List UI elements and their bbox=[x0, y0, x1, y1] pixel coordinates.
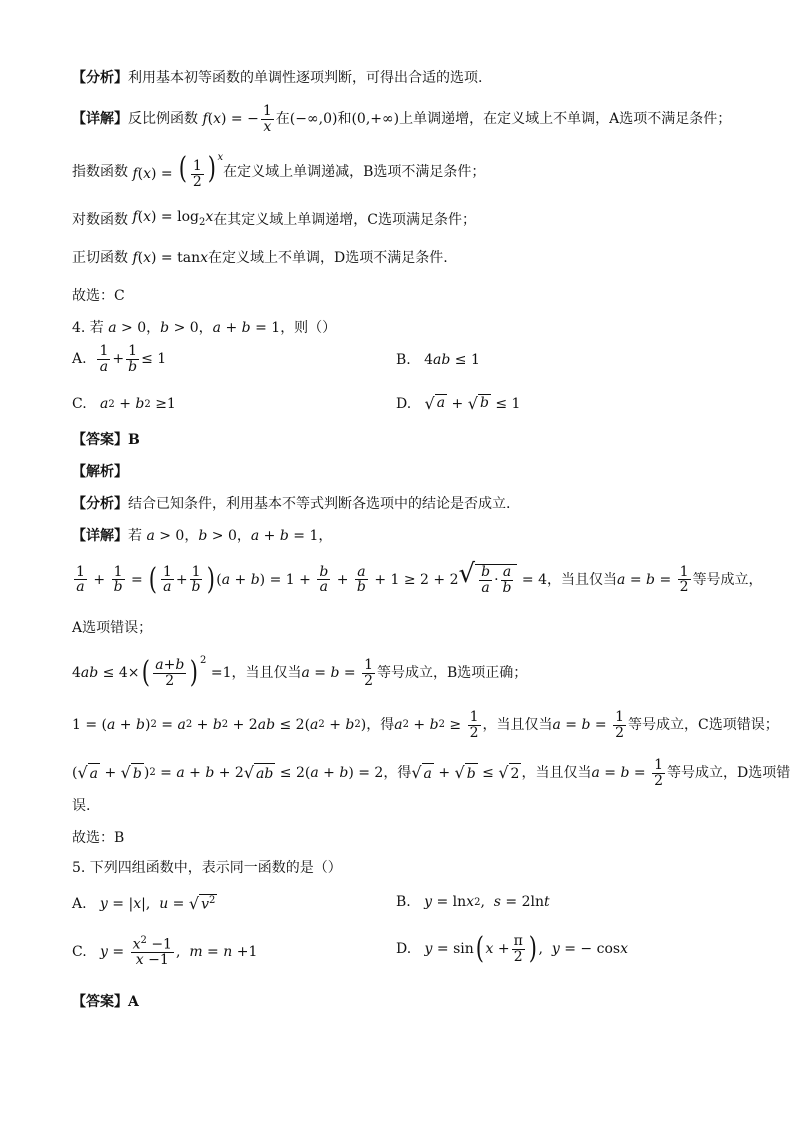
analysis-4: 【分析】 结合已知条件，利用基本不等式判断各选项中的结论是否成立. bbox=[72, 496, 511, 512]
detail-line-prev bbox=[72, 104, 754, 134]
q4-stem-d: ，则（） bbox=[280, 320, 337, 336]
detail-text-b: 在 bbox=[275, 111, 290, 128]
log-line bbox=[72, 207, 754, 233]
q4-option-d[interactable]: D. √ a + √ b ≤ 1 bbox=[396, 394, 521, 413]
formula-exponential: f(x) = ( $\frac{1}{2}$ ) $^x$ bbox=[128, 151, 224, 190]
equation-1: $\frac{1}{a}$ + $\frac{1}{b}$ = ( $\frac{1}{a}$ + $\frac{1}{b}$ ) ( a + b ) = 1 + $\frac{b}{a}$ + $\frac{a}{b}$ + 1 ≥ 2 + 2 √ $\frac{b}{a}$ · $\frac{a}{b}$ = 4 ，当且仅当 a = b = $\frac{1}{2}$ 等号成立， bbox=[76, 559, 763, 597]
q4-option-c[interactable]: C. a 2 + b 2 ≥1 bbox=[72, 396, 176, 412]
q5-option-d[interactable]: D. y = sin ( x + $\frac{\pi}{2}$ ) , y = − cos x bbox=[396, 931, 628, 967]
a-wrong-line: A选项错误； bbox=[72, 620, 153, 636]
interval-pos: (0,+∞) bbox=[351, 111, 400, 128]
tan-text-b: 在定义域上不单调，D选项不满足条件. bbox=[208, 250, 448, 266]
formula-tan: f(x) = tanx bbox=[128, 250, 209, 266]
answer-4: 【答案】B bbox=[72, 432, 140, 448]
q4-stem-b: ， bbox=[146, 320, 161, 336]
detail-text-d: 上单调递增，在定义域上不单调，A选项不满足条件； bbox=[399, 111, 732, 128]
tan-text-a: 正切函数 bbox=[72, 250, 128, 266]
q5-option-c[interactable]: C. y = $\frac{x^2 -1}{x -1}$ , m = n +1 bbox=[72, 935, 258, 969]
answer-5: 【答案】A bbox=[72, 994, 139, 1010]
exponential-text-b: 在定义域上单调递减，B选项不满足条件； bbox=[223, 163, 486, 180]
exponential-text-a: 指数函数 bbox=[72, 163, 128, 180]
detail-tag: 【详解】 bbox=[72, 111, 128, 128]
choose-line-prev: 故选：C bbox=[72, 288, 125, 304]
equation-2: 4 ab ≤ 4× ( $\frac{a+b}{2}$ ) 2 =1 ，当且仅当 a = b = $\frac{1}{2}$ 等号成立，B选项正确； bbox=[72, 655, 528, 691]
detail-text-c: 和 bbox=[337, 111, 352, 128]
wu-line: 误. bbox=[72, 798, 91, 814]
log-text-a: 对数函数 bbox=[72, 211, 128, 228]
q4-stem-c: ， bbox=[198, 320, 213, 336]
q5-option-b[interactable]: B. y = ln x 2 , s = 2ln t bbox=[396, 894, 550, 910]
interval-neg: (−∞,0) bbox=[289, 111, 338, 128]
analysis-tag: 【分析】 bbox=[72, 70, 128, 86]
solution-4: 【解析】 bbox=[72, 464, 128, 480]
detail-4: 【详解】 若 a > 0 ， b > 0 ， a + b = 1 ， bbox=[72, 528, 333, 544]
question-5: 5. 下列四组函数中，表示同一函数的是（） bbox=[72, 860, 342, 876]
log-text-b: 在其定义域上单调递增，C选项满足条件； bbox=[213, 211, 476, 228]
q5-option-a[interactable]: A. y = | x |, u = √ $v^2$ bbox=[72, 894, 216, 913]
exponential-line bbox=[72, 151, 754, 190]
q4-stem-a: 4. 若 bbox=[72, 320, 104, 336]
question-4: 4. 若 a > 0 ， b > 0 ， a + b = 1 ，则（） bbox=[72, 320, 337, 336]
analysis-text: 利用基本初等函数的单调性逐项判断，可得出合适的选项. bbox=[128, 70, 483, 86]
formula-log: $f(x) = \log_2x$ bbox=[128, 209, 214, 228]
tan-line bbox=[72, 248, 754, 268]
equation-4: ( √ a + √ b ) 2 = a + b + 2 √ ab ≤ 2( a + b ) = 2 ，得 √ a + √ b ≤ √ 2 ，当且仅当 a = b = $\frac{1}{2}$ 等号成立，D选项错 bbox=[72, 757, 791, 789]
equation-3: 1 = ( a + b ) 2 = a 2 + b 2 + 2 ab ≤ 2( a 2 + b 2 ) ，得 a 2 + b 2 ≥ $\frac{1}{2}$ ，当且仅当 a = b = $\frac{1}{2}$ 等号成立，C选项错误； bbox=[72, 709, 779, 741]
detail-text-a: 反比例函数 bbox=[128, 111, 198, 128]
q4-option-a[interactable]: A. $\frac{1}{a}$ + $\frac{1}{b}$ ≤ 1 bbox=[72, 343, 167, 375]
q4-option-b[interactable]: B. 4 ab ≤ 1 bbox=[396, 352, 480, 368]
analysis-line-prev bbox=[72, 68, 754, 88]
formula-reciprocal: f(x) = − $\frac{1}{x}$ bbox=[198, 103, 272, 135]
choose-line-4: 故选：B bbox=[72, 830, 125, 846]
